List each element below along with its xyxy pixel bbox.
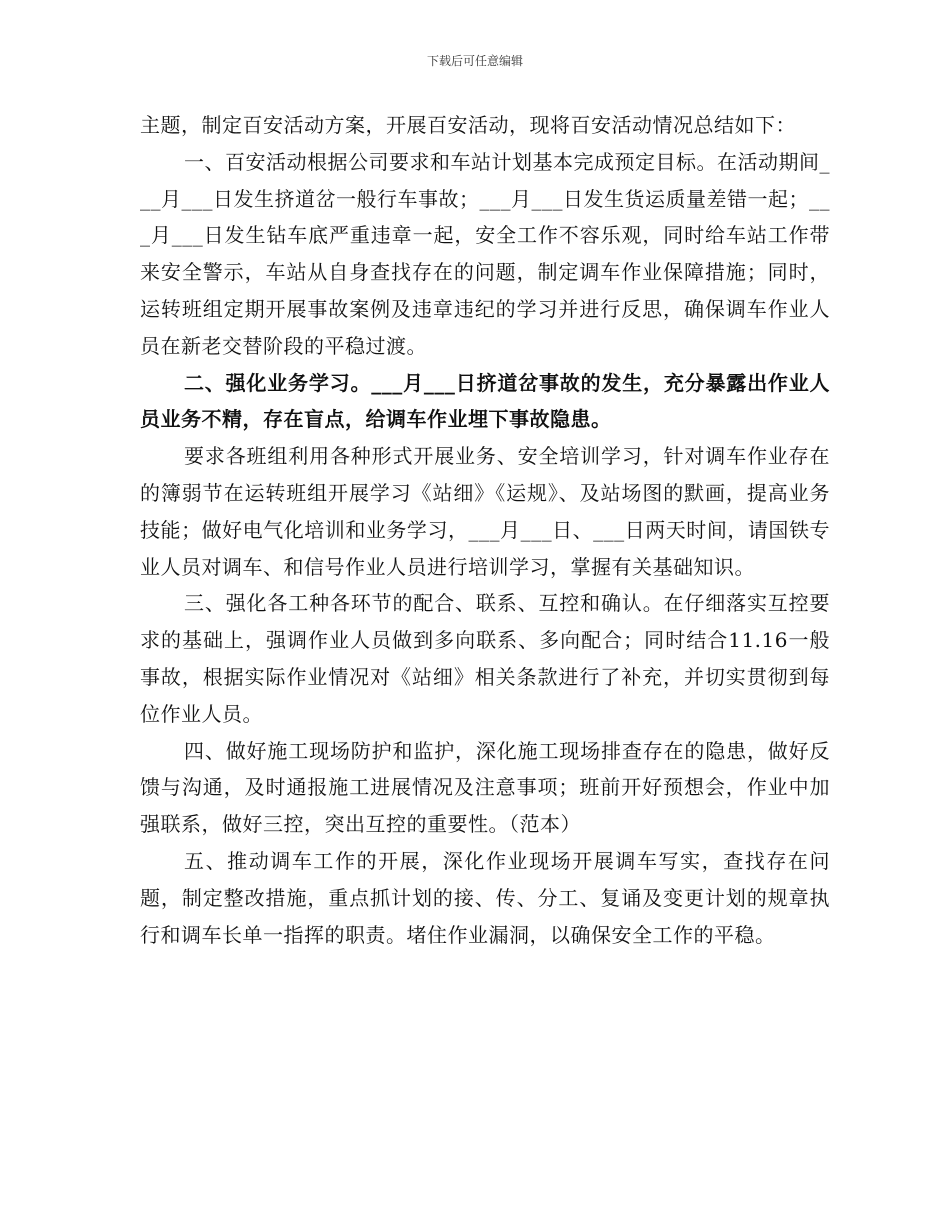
document-body <box>140 107 830 953</box>
paragraph-intro: 主题，制定百安活动方案，开展百安活动，现将百安活动情况总结如下： <box>140 113 796 137</box>
paragraph-section-3: 三、强化各工种各环节的配合、联系、互控和确认。在仔细落实互控要求的基础上，强调作业人员做到多向联系、多向配合；同时结合11.16一般事故，根据实际作业情况对《站细》相关条款进行了补充，并切实贯彻到每位作业人员。 <box>140 591 830 726</box>
paragraph-section-4: 四、做好施工现场防护和监护，深化施工现场排查存在的隐患，做好反馈与沟通，及时通报施工进展情况及注意事项；班前开好预想会，作业中加强联系，做好三控，突出互控的重要性。（范本） <box>140 738 830 837</box>
page-header: 下载后可任意编辑 <box>426 54 523 68</box>
paragraph-section-2-heading: 二、强化业务学习。___月___日挤道岔事故的发生，充分暴露出作业人员业务不精，存在盲点，给调车作业埋下事故隐患。 <box>140 370 830 432</box>
paragraph-section-2-body: 要求各班组利用各种形式开展业务、安全培训学习，针对调车作业存在的簿弱节在运转班组开展学习《站细》《运规》、及站场图的默画，提高业务技能；做好电气化培训和业务学习，___月___日、___日两天时间，请国铁专业人员对调车、和信号作业人员进行培训学习，掌握有关基础知识。 <box>140 444 830 579</box>
paragraph-section-1: 一、百安活动根据公司要求和车站计划基本完成预定目标。在活动期间___月___日发生挤道岔一般行车事故；___月___日发生货运质量差错一起；___月___日发生钻车底严重违章一起，安全工作不容乐观，同时给车站工作带来安全警示，车站从自身查找存在的问题，制定调车作业保障措施；同时，运转班组定期开展事故案例及违章违纪的学习并进行反思，确保调车作业人员在新老交替阶段的平稳过渡。 <box>140 149 830 358</box>
paragraph-section-5: 五、推动调车工作的开展，深化作业现场开展调车写实，查找存在问题，制定整改措施，重点抓计划的接、传、分工、复诵及变更计划的规章执行和调车长单一指挥的职责。堵住作业漏洞，以确保安全工作的平稳。 <box>140 848 830 947</box>
